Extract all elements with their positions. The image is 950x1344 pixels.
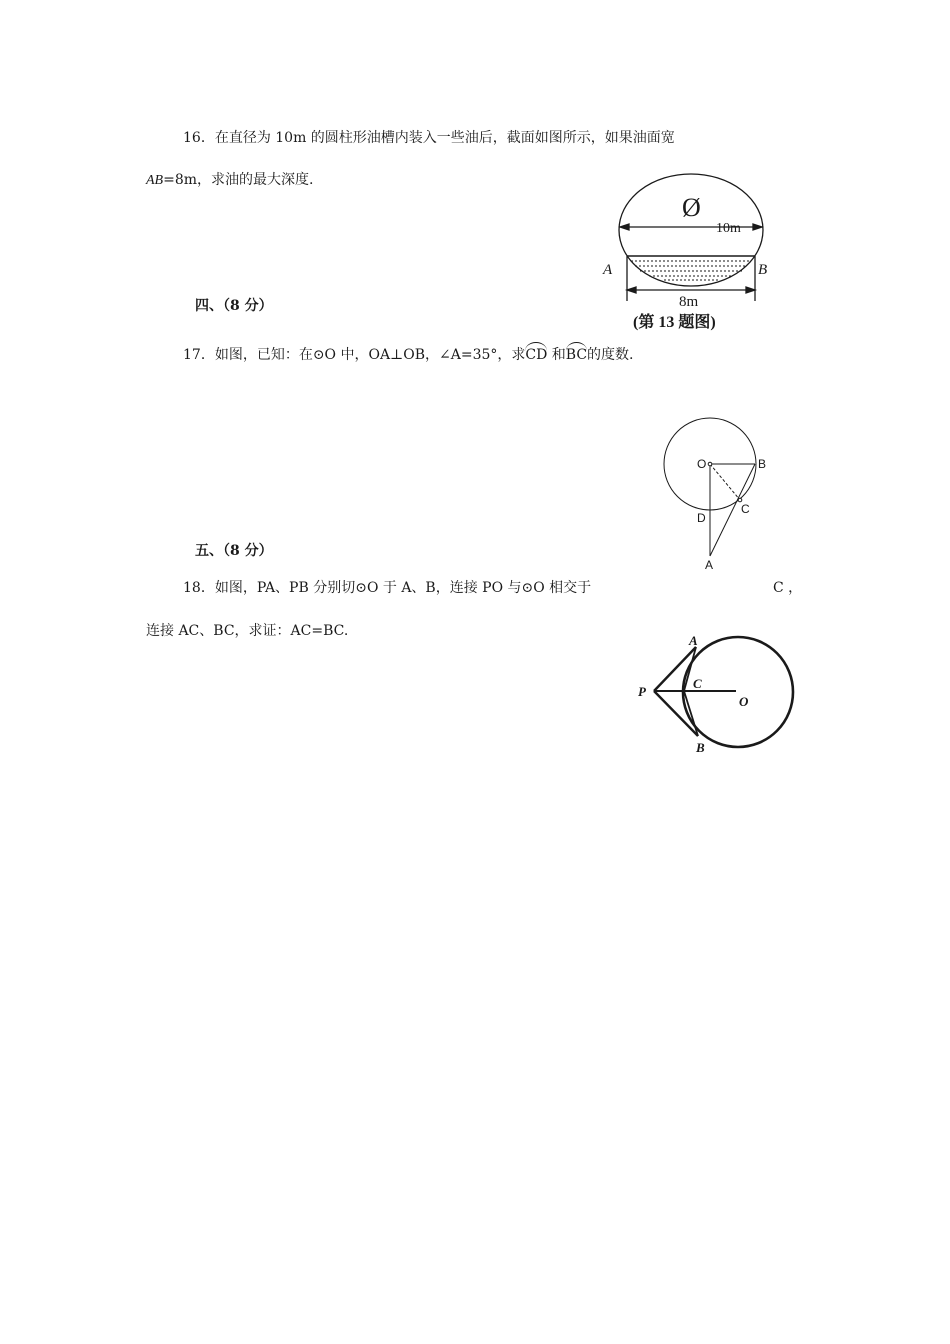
q18-label-o: O	[739, 694, 749, 709]
q16-width-label: 8m	[679, 294, 699, 310]
q17-label-c: C	[741, 502, 750, 516]
q16-ab-label: AB	[146, 173, 164, 188]
q16-diameter-symbol: Ø	[682, 193, 701, 222]
q18-text-line2: 连接 AC、BC，求证：AC=BC.	[146, 623, 349, 639]
q17-text	[183, 345, 634, 365]
q17-label-b: B	[758, 457, 767, 471]
q16-text-rest: =8m，求油的最大深度.	[163, 172, 314, 188]
q17-arc-cd: CD	[525, 347, 548, 363]
section5-heading: 五、（8 分）	[195, 543, 273, 559]
q17-text-mid: 和	[547, 347, 566, 363]
q18-text-line1: 18．如图，PA、PB 分别切⊙O 于 A、B，连接 PO 与⊙O 相交于	[183, 580, 592, 596]
q17-label-o: O	[697, 457, 707, 471]
q16-label-a: A	[603, 262, 613, 278]
q17-label-d: D	[697, 511, 706, 525]
q16-label-b: B	[758, 262, 768, 278]
q18-text-line1-end: C ，	[773, 580, 803, 596]
q16-text-line2	[146, 170, 313, 191]
q18-tangent-figure	[632, 630, 802, 760]
q17-arc-bc: BC	[565, 347, 588, 363]
q18-label-a: A	[689, 633, 698, 648]
q17-circle-figure	[655, 412, 785, 592]
q16-figure-caption: (第 13 题图)	[633, 314, 716, 331]
q17-text-prefix: 17．如图，已知：在⊙O 中，OA⊥OB，∠A=35°，求	[183, 347, 526, 363]
q18-label-c: C	[693, 676, 702, 691]
q17-text-suffix: 的度数.	[587, 347, 634, 363]
q16-oil-tank-figure	[598, 170, 778, 340]
q18-label-p: P	[638, 684, 646, 699]
q18-label-b: B	[696, 740, 705, 755]
q17-label-a: A	[705, 558, 714, 572]
section4-heading: 四、（8 分）	[195, 298, 273, 314]
q16-text-line1: 16．在直径为 10m 的圆柱形油槽内装入一些油后，截面如图所示，如果油面宽	[183, 130, 675, 146]
q16-diameter-label: 10m	[716, 221, 741, 236]
